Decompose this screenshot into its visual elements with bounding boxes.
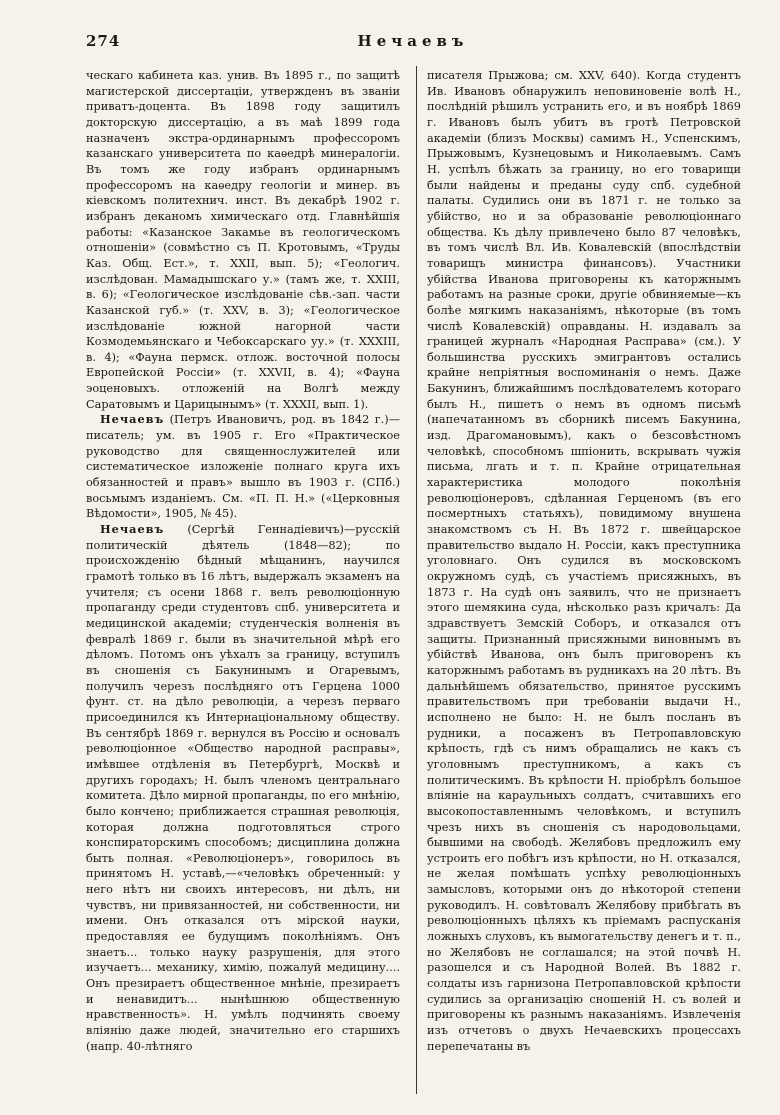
column-divider (416, 66, 417, 1094)
right-column (427, 68, 741, 1054)
entry-body: (Сергѣй Геннадіевичъ)—русскій политическій дѣятель (1848—82); по происхожденію бѣдный мѣщанинъ, научился грамотѣ только въ 16 лѣтъ, выдержалъ экзаменъ на учителя; съ осени 1868 г. велъ революціонную пропаганду среди студентовъ спб. университета и медицинской академіи; студенческія волненія въ февралѣ 1869 г. были въ значительной мѣрѣ его дѣломъ. Потомъ онъ уѣхалъ за границу, вступилъ въ сношенія съ Бакунинымъ и Огаревымъ, получилъ черезъ послѣдняго отъ Герцена 1000 фунт. ст. на дѣло революціи, а черезъ перваго присоединился къ Интернаціональному обществу. Въ сентябрѣ 1869 г. вернулся въ Россію и основалъ революціонное «Общество народной расправы», имѣвшее отдѣленія въ Петербургѣ, Москвѣ и другихъ городахъ; Н. былъ членомъ центральнаго комитета. Дѣло мирной пропаганды, по его мнѣнію, было кончено; приближается страшная революція, которая должна подготовляться строго конспираторскимъ способомъ; дисциплина должна быть полная. «Революціонеръ», говорилось въ принятомъ Н. уставѣ,—«человѣкъ обреченный: у него нѣтъ ни своихъ интересовъ, ни дѣлъ, ни чувствъ, ни привязанностей, ни собственности, ни имени. Онъ отказался отъ мірской науки, предоставляя ее будущимъ поколѣніямъ. Онъ знаетъ... только науку разрушенія, для этого изучаетъ... механику, химію, пожалуй медицину.... Онъ презираетъ общественное мнѣніе, презираетъ и ненавидитъ... нынѣшнюю общественную нравственность». Н. умѣлъ подчинять своему вліянію даже людей, значительно его старшихъ (напр. 40-лѣтняго (86, 523, 400, 1053)
entry-headword: Нечаевъ (100, 412, 165, 427)
entry-continuation-paragraph: писателя Прыжова; см. XXV, 640). Когда студентъ Ив. Ивановъ обнаружилъ неповиновеніе волѣ Н., послѣдній рѣшилъ устранить его, и въ ноябрѣ 1869 г. Ивановъ былъ убитъ въ гротѣ Петровской академіи (близъ Москвы) самимъ Н., Успенскимъ, Прыжовымъ, Кузнецовымъ и Николаевымъ. Самъ Н. успѣлъ бѣжать за границу, но его товарищи были найдены и преданы суду спб. судебной палаты. Судились они въ 1871 г. не только за убійство, но и за образованіе революціоннаго общества. Къ дѣлу привлечено было 87 человѣкъ, въ томъ числѣ Вл. Ив. Ковалевскій (впослѣдствіи товарищъ министра финансовъ). Участники убійства Иванова приговорены къ каторжнымъ работамъ на разные сроки, другіе обвиняемые—къ болѣе мягкимъ наказаніямъ, нѣкоторые (въ томъ числѣ Ковалевскій) оправданы. Н. издавалъ за границей журналъ «Народная Расправа» (см.). У большинства русскихъ эмигрантовъ остались крайне непріятныя воспоминанія о немъ. Даже Бакунинъ, ближайшимъ послѣдователемъ котораго былъ Н., пишетъ о немъ въ одномъ письмѣ (напечатанномъ въ сборникѣ писемъ Бакунина, изд. Драгомановымъ), какъ о безсовѣстномъ человѣкѣ, способномъ шпіонить, вскрывать чужія письма, лгать и т. п. Крайне отрицательная характеристика молодого поколѣнія революціонеровъ, сдѣланная Герценомъ (въ его посмертныхъ статьяхъ), повидимому внушена знакомствомъ съ Н. Въ 1872 г. швейцарское правительство выдало Н. Россіи, какъ преступника уголовнаго. Онъ судился въ московскомъ окружномъ судѣ, съ участіемъ присяжныхъ, въ 1873 г. На судѣ онъ заявилъ, что не признаетъ этого шемякина суда, нѣсколько разъ кричалъ: Да здравствуетъ Земскій Соборъ, и отказался отъ защиты. Признанный присяжными виновнымъ въ убійствѣ Иванова, онъ былъ приговоренъ къ каторжнымъ работамъ въ рудникахъ на 20 лѣтъ. Въ дальнѣйшемъ обязательство, принятое русскимъ правительствомъ при требованіи выдачи Н., исполнено не было: Н. не былъ посланъ въ рудники, а посаженъ въ Петропавловскую крѣпость, гдѣ съ нимъ обращались не какъ съ уголовнымъ преступникомъ, а какъ съ политическимъ. Въ крѣпости Н. пріобрѣлъ большое вліяніе на караульныхъ солдатъ, считавшихъ его высокопоставленнымъ человѣкомъ, и вступилъ чрезъ нихъ въ сношенія съ народовольцами, бывшими на свободѣ. Желябовъ предложилъ ему устроить его побѣгъ изъ крѣпости, но Н. отказался, не желая помѣшать успѣху революціонныхъ замысловъ, которыми онъ до нѣкоторой степени руководилъ. Н. совѣтовалъ Желябову прибѣгать въ революціонныхъ цѣляхъ къ пріемамъ распусканія ложныхъ слуховъ, къ вымогательству денегъ и т. п., но Желябовъ не соглашался; на этой почвѣ Н. разошелся и съ Народной Волей. Въ 1882 г. солдаты изъ гарнизона Петропавловской крѣпости судились за организацію сношеній Н. съ волей и приговорены къ разнымъ наказаніямъ. Извлеченія изъ отчетовъ о двухъ Нечаевскихъ процессахъ перепечатаны въ (427, 69, 741, 1053)
entry-continuation-paragraph: ческаго кабинета каз. унив. Въ 1895 г., по защитѣ магистерской диссертаціи, утвержденъ въ званіи приватъ-доцента. Въ 1898 году защитилъ докторскую диссертацію, а въ маѣ 1899 года назначенъ экстра-ординарнымъ профессоромъ казанскаго университета по каѳедрѣ минералогіи. Въ томъ же году избранъ ординарнымъ профессоромъ на каѳедру геологіи и минер. въ кіевскомъ политехнич. инст. Въ декабрѣ 1902 г. избранъ деканомъ химическаго отд. Главнѣйшія работы: «Казанское Закамье въ геологическомъ отношеніи» (совмѣстно съ П. Кротовымъ, «Труды Каз. Общ. Ест.», т. XXII, вып. 5); «Геологич. изслѣдован. Мамадышскаго у.» (тамъ же, т. XXIII, в. 6); «Геологическое изслѣдованіе сѣв.-зап. части Казанской губ.» (т. XXV, в. 3); «Геологическое изслѣдованіе южной нагорной части Козмодемьянскаго и Чебоксарскаго уу.» (т. XXXIII, в. 4); «Фауна пермск. отлож. восточной полосы Европейской Россіи» (т. XXVII, в. 4); «Фауна эоценовыхъ. отложеній на Волгѣ между Саратовымъ и Царицынымъ» (т. XXXII, вып. 1). (86, 69, 400, 411)
page-number: 274 (86, 32, 121, 50)
running-title: Нечаевъ (357, 32, 469, 50)
page-header (86, 32, 740, 56)
entry-body: (Петръ Ивановичъ, род. въ 1842 г.)—писатель; ум. въ 1905 г. Его «Практическое руководство для священнослужителей или систематическое изложеніе полнаго круга ихъ обязанностей и правъ» вышло въ 1903 г. (СПб.) восьмымъ изданіемъ. См. «П. П. Н.» («Церковныя Вѣдомости», 1905, № 45). (86, 413, 400, 521)
entry-nechaev-petr (86, 412, 400, 522)
left-column (86, 68, 400, 1054)
entry-nechaev-sergei (86, 522, 400, 1054)
entry-headword: Нечаевъ (100, 522, 165, 537)
